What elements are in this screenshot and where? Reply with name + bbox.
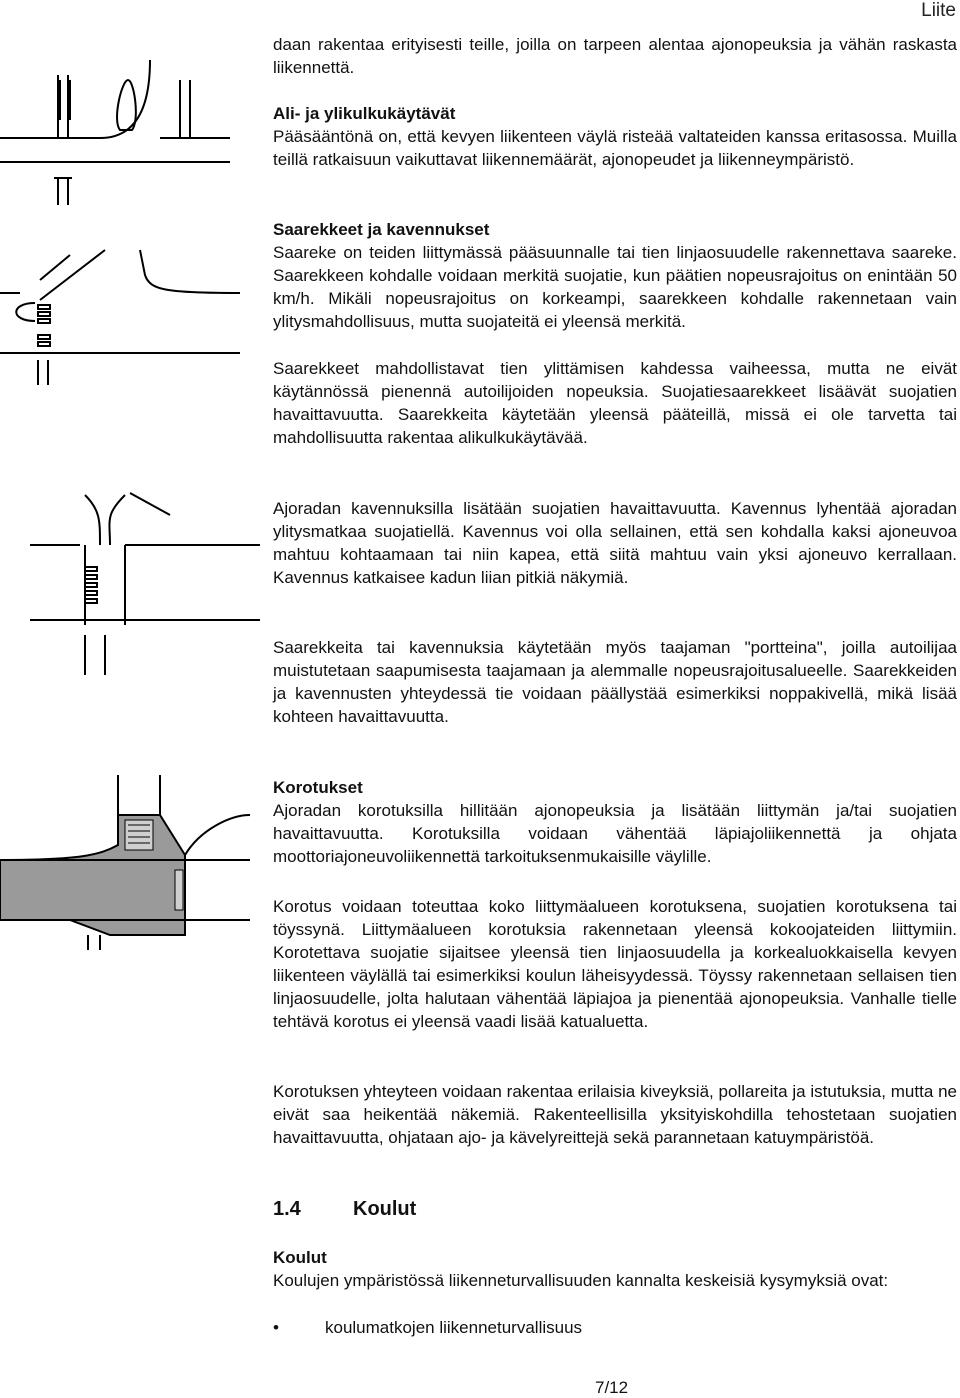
raised-details-paragraph: Korotuksen yhteyteen voidaan rakentaa erilaisia kiveyksiä, pollareita ja istutuksia, mutta ne eivät saa heikentää näkemiä. Rakenteellisilla yksityiskohdilla tehostetaan suojatien havaittavuutta, ohjataan ajo- ja kävelyreittejä sekä parannetaan katuympäristöä.	[273, 1082, 957, 1147]
islands-section	[273, 218, 957, 333]
section-heading	[273, 1198, 416, 1221]
islands-paragraph: Saareke on teiden liittymässä pääsuunnalle tai tien linjaosuudelle rakennettava saareke. Saarekkeen kohdalle voidaan merkitä suojatie, kun päätien nopeusrajoitus on enintään 50 km/h. Mikäli nopeusrajoitus on korkeampi, saarekkeen kohdalle rakennetaan vain ylitysmahdollisuus, mutta suojateitä ei yleensä merkitä.	[273, 243, 957, 331]
appendix-label: Liite	[921, 0, 956, 21]
raised-details-section	[273, 1080, 957, 1149]
islands-effects-paragraph: Saarekkeet mahdollistavat tien ylittämisen kahdessa vaiheessa, mutta ne eivät käytännössä pienennä autoilijoiden nopeuksia. Suojatiesaarekkeet lisäävät suojatien havaittavuutta. Saarekkeita käytetään yleensä pääteillä, missä ei ole tarvetta tai mahdollisuutta rakentaa alikulkukäytävää.	[273, 359, 957, 447]
island-figure	[0, 235, 240, 385]
raised-paragraph: Ajoradan korotuksilla hillitään ajonopeuksia ja lisätään liittymän ja/tai suojatien havaittavuutta. Korotuksilla voidaan vähentää läpiajoliikennettä ja ohjata moottoriajoneuvoliikennettä tarkoituksenmukaisille väylille.	[273, 801, 957, 866]
section-title: Koulut	[353, 1198, 417, 1220]
raised-types-section	[273, 895, 957, 1033]
list-item-text: koulumatkojen liikenneturvallisuus	[325, 1318, 583, 1337]
underpass-figure	[0, 60, 230, 210]
schools-heading: Koulut	[273, 1248, 327, 1267]
text-block-top	[273, 33, 957, 79]
schools-paragraph: Koulujen ympäristössä liikenneturvallisuuden kannalta keskeisiä kysymyksiä ovat:	[273, 1271, 889, 1290]
section-number: 1.4	[273, 1198, 301, 1220]
bullet-icon: •	[273, 1318, 279, 1337]
raised-junction-figure	[0, 775, 250, 950]
intro-paragraph: daan rakentaa erityisesti teille, joilla on tarpeen alentaa ajonopeuksia ja vähän raskasta liikennettä.	[273, 35, 957, 77]
schools-section	[273, 1246, 957, 1292]
narrowing-section	[273, 497, 957, 589]
islands-effects	[273, 357, 957, 449]
gates-section	[273, 636, 957, 728]
underpass-section	[273, 102, 957, 171]
narrowing-figure	[30, 475, 260, 675]
gates-paragraph: Saarekkeita tai kavennuksia käytetään myös taajaman "portteina", joilla autoilijaa muistutetaan saapumisesta taajamaan ja alemmalle nopeusrajoitusalueelle. Saarekkeiden ja kavennusten yhteydessä tie voidaan päällystää esimerkiksi noppakivellä, mikä lisää kohteen havaittavuutta.	[273, 638, 957, 726]
underpass-heading: Ali- ja ylikulkukäytävät	[273, 104, 456, 123]
narrowing-paragraph: Ajoradan kavennuksilla lisätään suojatien havaittavuutta. Kavennus lyhentää ajoradan ylitysmatkaa suojatiellä. Kavennus voi olla sellainen, että sen kohdalla kaksi ajoneuvoa mahtuu kohtaamaan tai niin kapea, että siitä mahtuu vain yksi ajoneuvo kerrallaan. Kavennus katkaisee kadun liian pitkiä näkymiä.	[273, 499, 957, 587]
raised-heading: Korotukset	[273, 778, 363, 797]
page-number: 7/12	[595, 1378, 629, 1397]
raised-types-paragraph: Korotus voidaan toteuttaa koko liittymäalueen korotuksena, suojatien korotuksena tai töyssynä. Liittymäalueen korotuksia rakennetaan yleensä kokoojateiden liittymiin. Korotettava suojatie sijaitsee yleensä tien linjaosuudella ja korkealuokkaisella kevyen liikenteen väylällä tai esimerkiksi koulun läheisyydessä. Töyssy rakennetaan sellaisen tien linjaosuudelle, jolta halutaan vähentää läpiajoa ja pienentää ajonopeuksia. Vanhalle tielle tehtävä korotus ei yleensä vaadi lisää katualuetta.	[273, 897, 957, 1031]
raised-section	[273, 776, 957, 868]
islands-heading: Saarekkeet ja kavennukset	[273, 220, 490, 239]
underpass-paragraph: Pääsääntönä on, että kevyen liikenteen väylä risteää valtateiden kanssa eritasossa. Muilla teillä ratkaisuun vaikuttavat liikennemäärät, ajonopeudet ja liikenneympäristö.	[273, 127, 957, 169]
